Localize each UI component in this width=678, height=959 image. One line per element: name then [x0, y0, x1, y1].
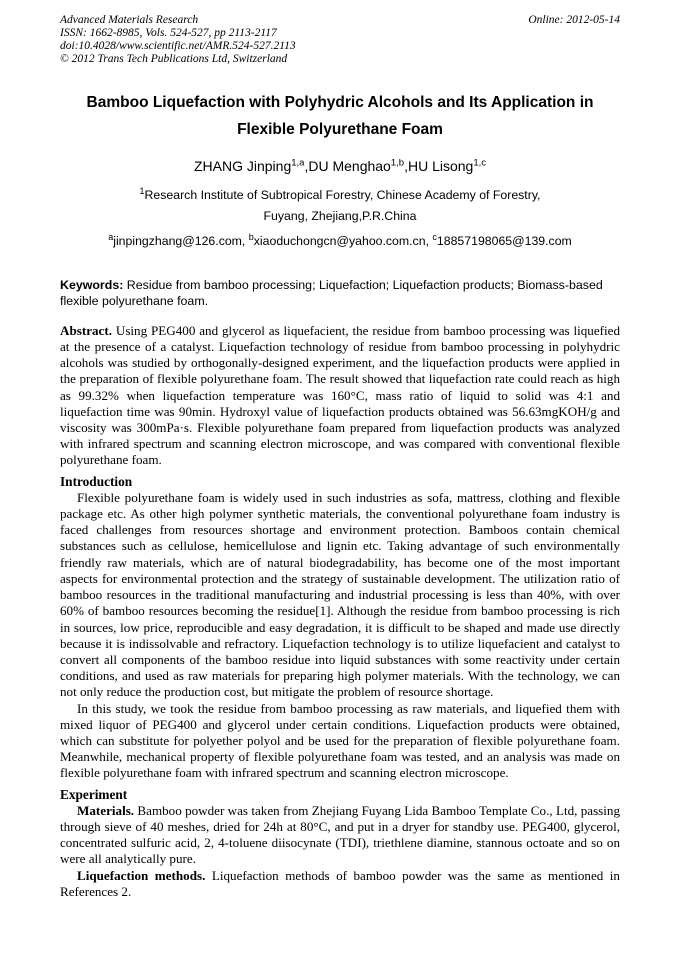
- title-line-2: Flexible Polyurethane Foam: [237, 121, 443, 138]
- emails-line: [60, 227, 620, 252]
- liquefaction-methods-text: Liquefaction methods of bamboo powder was the same as mentioned in References 2.: [60, 867, 620, 899]
- email: $^c$18857198065@139.com: [432, 231, 572, 248]
- author: ZHANG Jinping$^{1,a}$,: [193, 157, 309, 174]
- introduction-section: [60, 490, 620, 782]
- journal-title: Advanced Materials Research: [60, 14, 199, 26]
- author: HU Lisong$^{1,c}$: [407, 157, 487, 174]
- liquefaction-methods-lead: Liquefaction methods.: [77, 867, 206, 883]
- experiment-section: [60, 803, 620, 900]
- keywords-label: Keywords:: [60, 277, 124, 292]
- journal-copyright: © 2012 Trans Tech Publications Ltd, Switzerland: [60, 53, 288, 65]
- author-affil-mark: 1,a: [291, 157, 305, 168]
- experiment-paragraph-liquefaction-methods: [60, 868, 620, 900]
- introduction-paragraph-2: In this study, we took the residue from bamboo processing as raw materials, and liquefied them with mixed liquor of PEG400 and glycerol under certain conditions. Liquefaction products were obtained, which can substitute for polyether polyol and be used for the preparation of flexible polyurethane foam. Meanwhile, mechanical property of flexible polyurethane foam was tested, and an analysis was made on flexible polyurethane foam with infrared spectrum and scanning electron microscope.: [60, 700, 620, 781]
- affiliation-block: [60, 181, 620, 252]
- abstract-block: [60, 323, 620, 469]
- section-heading-experiment: Experiment: [60, 786, 128, 802]
- author: DU Menghao$^{1,b}$,: [308, 157, 408, 174]
- abstract-text: Using PEG400 and glycerol as liquefacient, the residue from bamboo processing was liquefied at the presence of a catalyst. Liquefaction technology of residue from bamboo processing in polyhydric alcohols was studied by orthogonally-designed experiment, and the liquefaction products were applied in the preparation of flexible polyurethane foam. The result showed that liquefaction rate could reach as high as 99.32% when liquefaction temperature was 160°C, mass ratio of liquid to solid was 4:1 and liquefaction time was 90min. Hydroxyl value of liquefaction products obtained was 56.63mgKOH/g and viscosity was 300mPa·s. Flexible polyurethane foam prepared from liquefaction products was analyzed with infrared spectrum and scanning electron microscope, and was compared with conventional flexible polyurethane foam.: [60, 322, 620, 468]
- affiliation-line-1: $^1$Research Institute of Subtropical Forestry, Chinese Academy of Forestry,: [139, 185, 541, 202]
- author-affil-mark: 1,b: [390, 157, 405, 168]
- email: $^a$jinpingzhang@126.com,: [108, 231, 249, 248]
- journal-doi: doi:10.4028/www.scientific.net/AMR.524-527.2113: [60, 40, 296, 52]
- keywords-text: Residue from bamboo processing; Liquefaction; Liquefaction products; Biomass-based flexible polyurethane foam.: [60, 277, 603, 308]
- abstract-label: Abstract.: [60, 322, 112, 338]
- affiliation-mark: 1: [139, 185, 145, 196]
- journal-issn: ISSN: 1662-8985, Vols. 524-527, pp 2113-2117: [60, 27, 277, 39]
- email: $^b$xiaoduchongcn@yahoo.com.cn,: [248, 231, 433, 248]
- online-date: Online: 2012-05-14: [528, 14, 620, 26]
- affiliation-line-2: Fuyang, Zhejiang,P.R.China: [263, 208, 417, 223]
- materials-text: Bamboo powder was taken from Zhejiang Fuyang Lida Bamboo Template Co., Ltd, passing through sieve of 40 meshes, dried for 24h at 80°C, and put in a dryer for standby use. PEG400, glycerol, concentrated sulfuric acid, 2, 4-toluene diisocynate (TDI), triethlene diamine, stannous octoate and so on were all analytically pure.: [60, 802, 620, 867]
- materials-lead: Materials.: [77, 802, 135, 818]
- introduction-paragraph-1: Flexible polyurethane foam is widely used in such industries as sofa, mattress, clothing and flexible package etc. As other high polymer synthetic materials, the conventional polyurethane foam industry is faced challenges from resources shortage and environment protection. Bamboos contain chemical substances such as cellulose, hemicellulose and lignin etc. Taking advantage of such environmentally friendly raw materials, which are of natural biodegradability, has become one of the most important aspects for environmental protection and the strategy of sustainable development. The utilization ratio of bamboo resources in the traditional manufacturing and industrial processing is less than 40%, with over 60% of bamboo resources becoming the residue[1]. Although the residue from bamboo processing is rich in sources, low price, reproducible and easy degradation, it is difficult to be shaped and made use directly because it is indissolvable and refractory. Liquefaction technology is to utilize liquefacient and catalyst to convert all components of the bamboo residue into liquid substances with some reactivity under certain conditions, and used as raw materials for preparing high polymer materials. With the technology, we can not only reduce the production cost, but mitigate the problem of resource shortage.: [60, 489, 620, 700]
- section-heading-introduction: Introduction: [60, 473, 133, 489]
- keywords-block: [60, 277, 620, 309]
- journal-info: [60, 14, 296, 66]
- experiment-paragraph-materials: [60, 803, 620, 868]
- author-affil-mark: 1,c: [473, 157, 487, 168]
- authors-line: [60, 154, 620, 175]
- page-title: [60, 89, 620, 143]
- running-head: [60, 14, 620, 66]
- title-line-1: Bamboo Liquefaction with Polyhydric Alcohols and Its Application in: [86, 94, 594, 111]
